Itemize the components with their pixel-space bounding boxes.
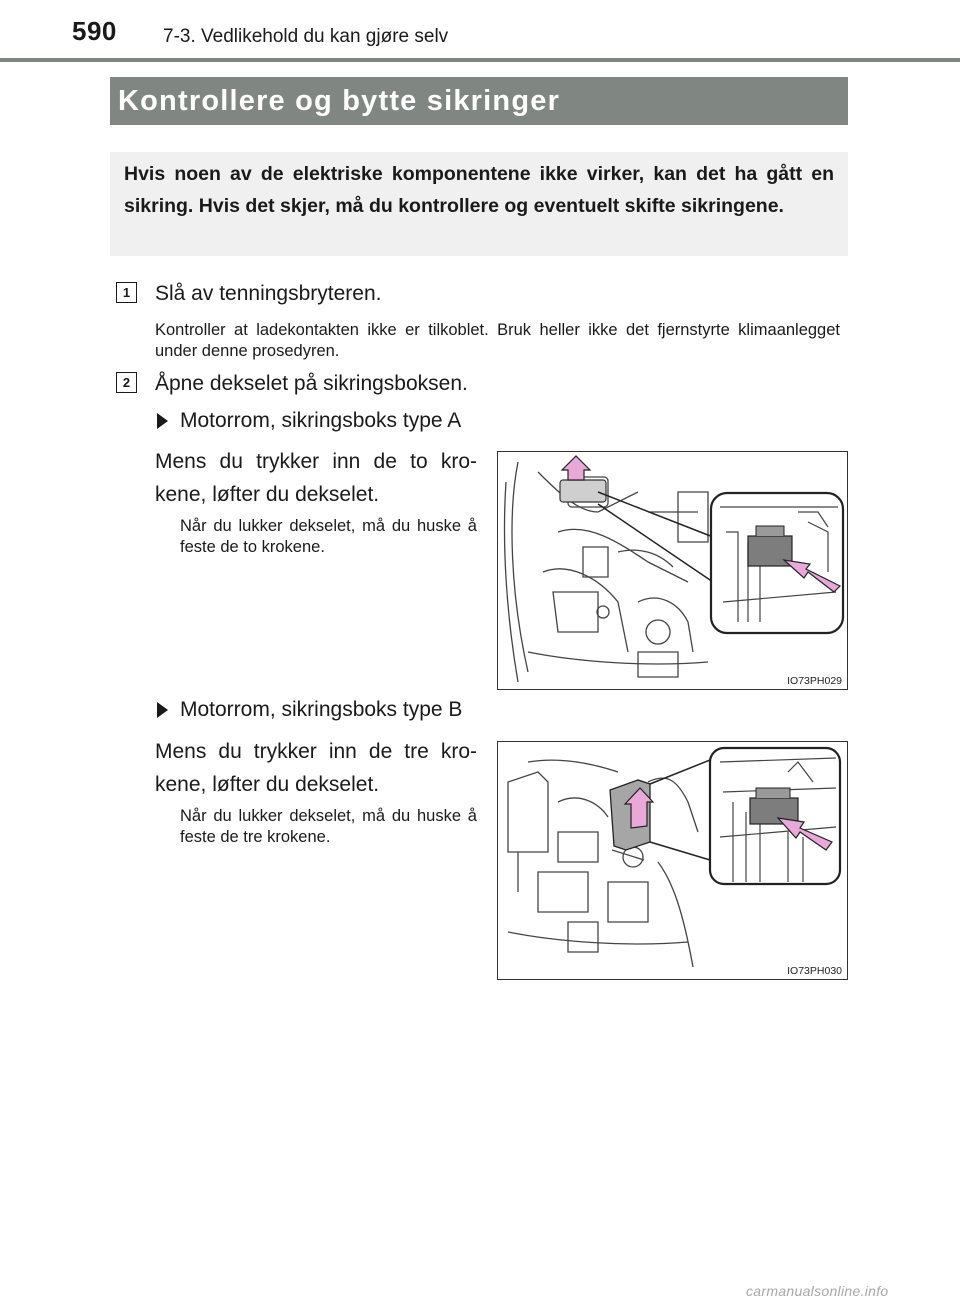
intro-text: Hvis noen av de elektriske komponentene ikke virker, kan det ha gått en sikring. Hvis det skjer, må du kontrollere og eventuelt skifte sikringene. <box>124 163 834 217</box>
step-1-number: 1 <box>116 282 137 303</box>
section-a-note: Når du lukker dekselet, må du huske å feste de to krokene. <box>180 517 477 556</box>
figure-fusebox-a <box>497 451 848 690</box>
section-b-instruction: Mens du trykker inn de tre kro-kene, løfter du dekselet. <box>155 740 477 796</box>
page-number: 590 <box>72 16 117 46</box>
bullet-triangle-icon <box>157 702 168 718</box>
figure-a-code: IO73PH029 <box>787 675 842 687</box>
section-b-heading-text: Motorrom, sikringsboks type B <box>180 698 463 721</box>
engine-bay-illustration-b <box>498 742 847 979</box>
figure-b-code: IO73PH030 <box>787 965 842 977</box>
step-1-note: Kontroller at ladekontakten ikke er tilkoblet. Bruk heller ikke det fjernstyrte klimaanlegget under denne prosedyren. <box>155 321 840 360</box>
footer-watermark: carmanualsonline.info <box>746 1283 889 1299</box>
section-title: Kontrollere og bytte sikringer <box>110 77 848 125</box>
chapter-heading: 7-3. Vedlikehold du kan gjøre selv <box>163 26 449 47</box>
section-b-note: Når du lukker dekselet, må du huske å feste de tre krokene. <box>180 807 477 846</box>
step-2-text: Åpne dekselet på sikringsboksen. <box>155 372 468 395</box>
step-2-number: 2 <box>116 372 137 393</box>
bullet-triangle-icon <box>157 413 168 429</box>
section-b-heading <box>157 698 462 722</box>
figure-fusebox-b <box>497 741 848 980</box>
engine-bay-illustration-a <box>498 452 847 689</box>
section-a-heading-text: Motorrom, sikringsboks type A <box>180 409 462 432</box>
intro-box <box>110 152 848 256</box>
header-rule <box>0 58 960 62</box>
section-a-instruction: Mens du trykker inn de to kro-kene, løfter du dekselet. <box>155 450 477 506</box>
step-1-text: Slå av tenningsbryteren. <box>155 282 382 305</box>
section-a-heading <box>157 409 461 433</box>
